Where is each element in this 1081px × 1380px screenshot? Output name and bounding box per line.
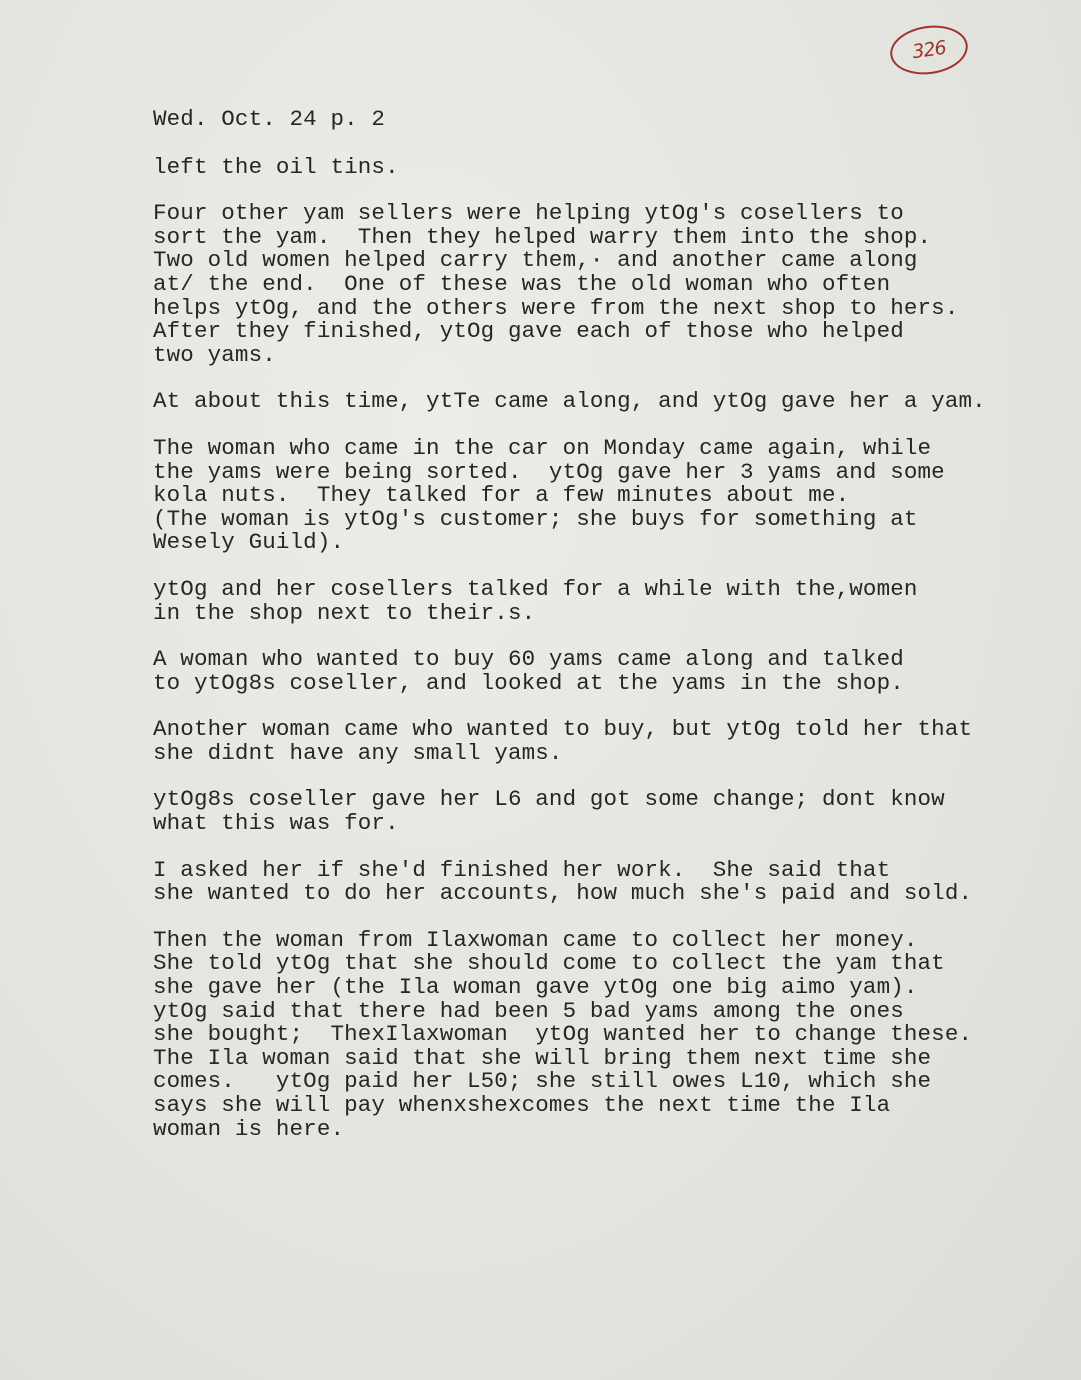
text-line: she didnt have any small yams.	[153, 739, 563, 766]
text-line: she bought; ThexIlaxwoman ytOg wanted her to change these.	[153, 1021, 973, 1048]
text-line: ytOg said that there had been 5 bad yams among the ones	[153, 997, 904, 1024]
paragraphs	[153, 153, 1033, 1142]
page-heading: Wed. Oct. 24 p. 2	[153, 106, 386, 132]
page-number-stamp: 326	[887, 21, 971, 79]
text-line: sort the yam. Then they helped warry them into the shop.	[153, 223, 932, 250]
text-line: what this was for.	[153, 810, 399, 837]
text-line: two yams.	[153, 341, 276, 368]
text-line: kola nuts. They talked for a few minutes about me.	[153, 482, 850, 509]
text-line: Then the woman from Ilaxwoman came to collect her money.	[153, 926, 918, 953]
typed-text	[153, 108, 1033, 1164]
text-line: Wesely Guild).	[153, 529, 345, 556]
text-line: says she will pay whenxshexcomes the next time the Ila	[153, 1092, 891, 1118]
text-line: left the oil tins.	[153, 153, 399, 180]
paragraph	[153, 788, 1033, 835]
text-line: ytOg and her cosellers talked for a while with the,women	[153, 575, 918, 602]
text-line: A woman who wanted to buy 60 yams came along and talked	[153, 646, 904, 673]
text-line: helps ytOg, and the others were from the next shop to hers.	[153, 294, 959, 321]
paragraph	[153, 202, 1033, 367]
text-line: she gave her (the Ila woman gave ytOg one big aimo yam).	[153, 974, 918, 1001]
text-line: comes. ytOg paid her L50; she still owes L10, which she	[153, 1068, 932, 1095]
paragraph	[153, 153, 1033, 180]
text-line: The woman who came in the car on Monday came again, while	[153, 434, 932, 461]
text-line: ytOg8s coseller gave her L6 and got some change; dont know	[153, 786, 945, 813]
text-line: Four other yam sellers were helping ytOg's cosellers to	[153, 200, 904, 227]
text-line: (The woman is ytOg's customer; she buys for something at	[153, 505, 918, 532]
paragraph	[153, 718, 1033, 765]
paragraph	[153, 926, 1033, 1142]
text-line: At about this time, ytTe came along, and ytOg gave her a yam.	[153, 388, 986, 415]
paragraph	[153, 434, 1033, 556]
text-line: The Ila woman said that she will bring them next time she	[153, 1044, 932, 1071]
text-line: After they finished, ytOg gave each of those who helped	[153, 318, 904, 345]
paragraph	[153, 648, 1033, 695]
text-line: She told ytOg that she should come to collect the yam that	[153, 950, 945, 977]
paragraph	[153, 856, 1033, 907]
text-line: at/ the end. One of these was the old woman who often	[153, 270, 891, 297]
text-line: Another woman came who wanted to buy, but ytOg told her that	[153, 716, 973, 743]
text-line: she wanted to do her accounts, how much she's paid and sold.	[153, 880, 973, 907]
text-line: the yams were being sorted. ytOg gave her 3 yams and some	[153, 458, 945, 485]
text-line: woman is here.	[153, 1115, 345, 1142]
text-line: to ytOg8s coseller, and looked at the yams in the shop.	[153, 669, 904, 696]
text-line: Two old women helped carry them,· and another came along	[153, 247, 918, 274]
text-line: in the shop next to their.s.	[153, 599, 536, 626]
text-line: I asked her if she'd finished her work. She said that	[153, 856, 891, 883]
paragraph	[153, 575, 1033, 626]
paragraph	[153, 390, 1033, 414]
